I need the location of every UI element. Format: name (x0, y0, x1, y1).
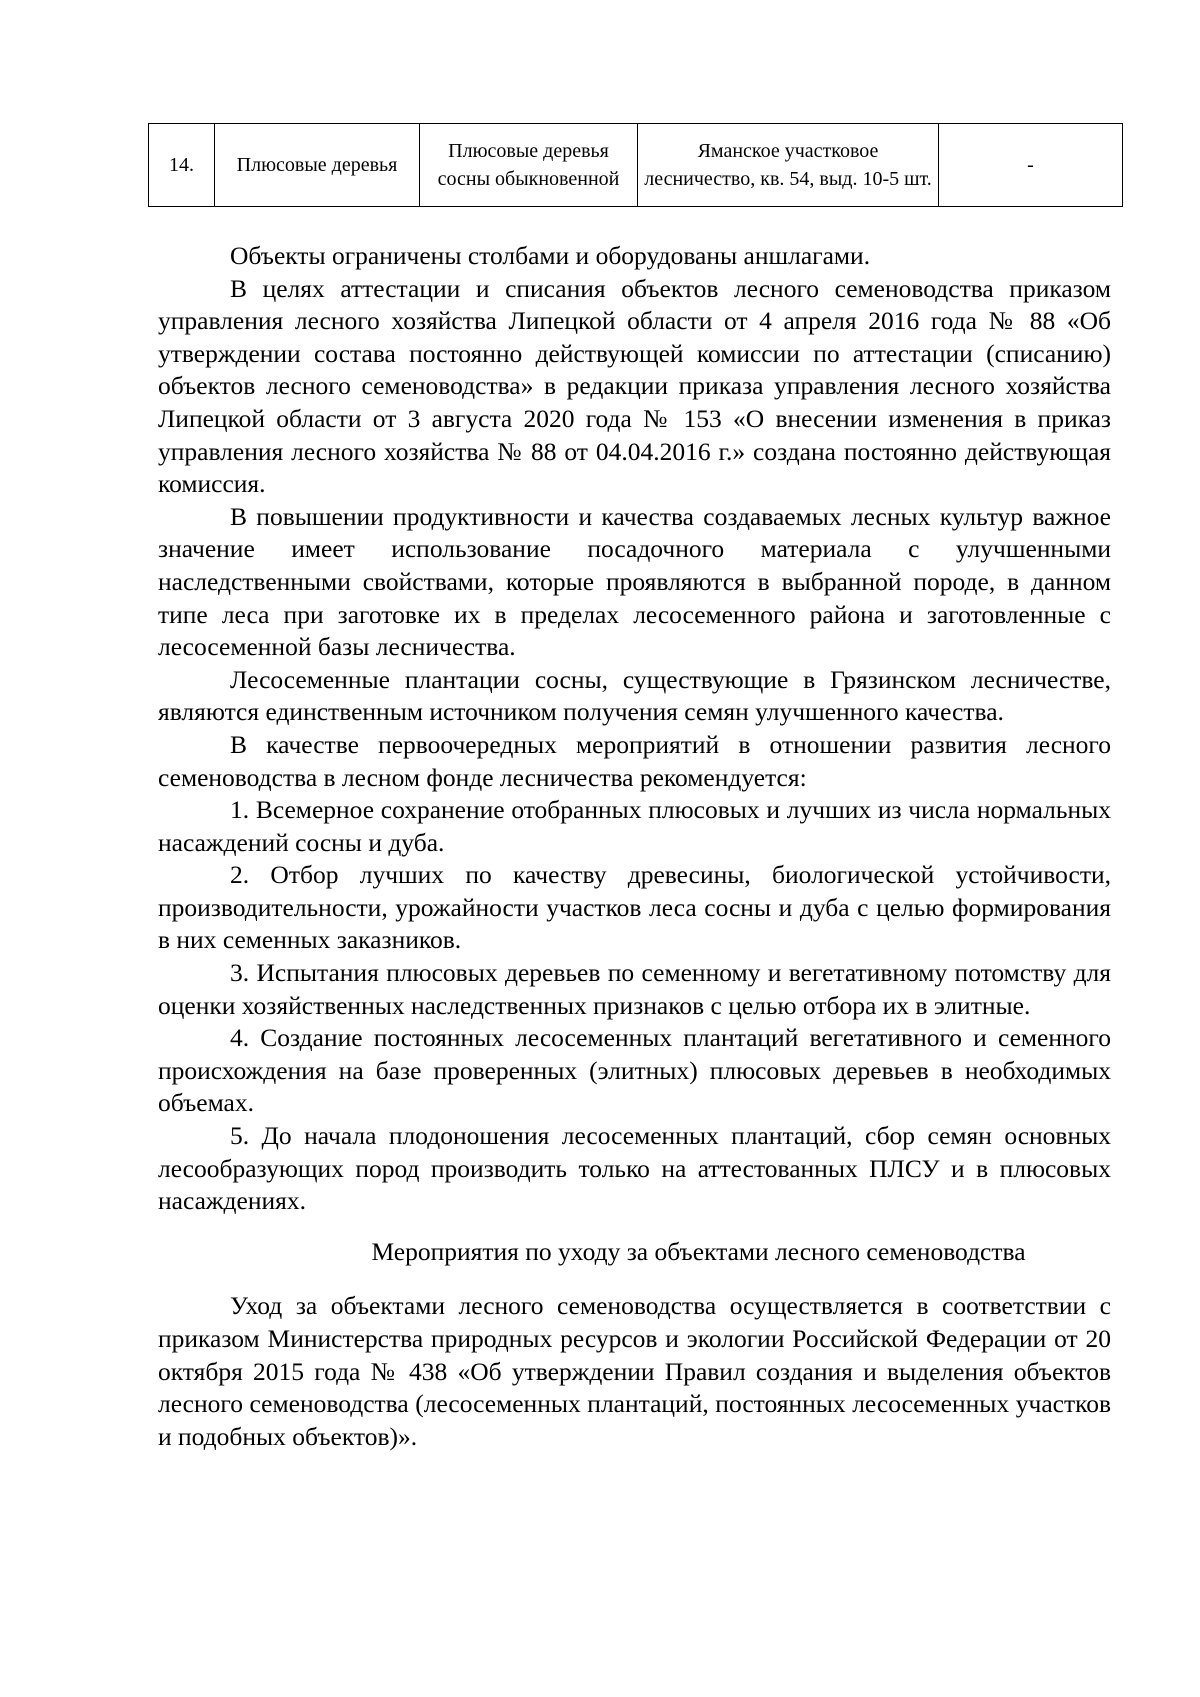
table-row (149, 124, 1123, 207)
location-cell: Яманское участковое лесничество, кв. 54, выд. 10-5 шт. (638, 124, 939, 207)
paragraph-care-rules: Уход за объектами лесного семеноводства осуществляется в соответствии с приказом Министерства природных ресурсов и экологии Российской Федерации от 20 октября 2015 года № 438 «Об утверждении Правил создания и выделения объектов лесного семеноводства (лесосеменных плантаций, постоянных лесосеменных участков и подобных объектов)». (158, 1291, 1111, 1451)
section-heading: Мероприятия по уходу за объектами лесного семеноводства (371, 1236, 1026, 1266)
list-item: 5. До начала плодоношения лесосеменных плантаций, сбор семян основных лесообразующих пород производить только на аттестованных ПЛСУ и в плюсовых насаждениях. (158, 1121, 1111, 1216)
paragraph-objects-marked: Объекты ограничены столбами и оборудованы аншлагами. (230, 241, 871, 270)
note-cell: - (939, 124, 1123, 207)
paragraph-productivity: В повышении продуктивности и качества создаваемых лесных культур важное значение имеет использование посадочного материала с улучшенными наследственными свойствами, которые проявляются в выбранной породе, в данном типе леса при заготовке их в пределах лесосеменного района и заготовленные с лесосеменной базы лесничества. (158, 501, 1111, 662)
seed-objects-table (148, 123, 1123, 207)
object-cell: Плюсовые деревья сосны обыкновенной (420, 124, 638, 207)
paragraph-attestation-commission: В целях аттестации и списания объектов лесного семеноводства приказом управления лесного хозяйства Липецкой области от 4 апреля 2016 года № 88 «Об утверждении состава постоянно действующей комиссии по аттестации (списанию) объектов лесного семеноводства» в редакции приказа управления лесного хозяйства Липецкой области от 3 августа 2020 года № 153 «О внесении изменения в приказ управления лесного хозяйства № 88 от 04.04.2016 г.» создана постоянно действующая комиссия. (158, 273, 1111, 499)
paragraph-seed-plantations: Лесосеменные плантации сосны, существующие в Грязинском лесничестве, являются единственным источником получения семян улучшенного качества. (158, 664, 1111, 727)
list-item: 1. Всемерное сохранение отобранных плюсовых и лучших из числа нормальных насаждений сосны и дуба. (158, 795, 1111, 857)
row-number-cell: 14. (149, 124, 215, 207)
category-cell: Плюсовые деревья (215, 124, 420, 207)
list-item: 4. Создание постоянных лесосеменных плантаций вегетативного и семенного происхождения на базе проверенных (элитных) плюсовых деревьев в необходимых объемах. (158, 1023, 1111, 1118)
document-body (158, 240, 1111, 1453)
paragraph-priority-measures: В качестве первоочередных мероприятий в отношении развития лесного семеноводства в лесном фонде лесничества рекомендуется: (158, 729, 1111, 792)
list-item: 2. Отбор лучших по качеству древесины, биологической устойчивости, производительности, урожайности участков леса сосны и дуба с целью формирования в них семенных заказников. (158, 860, 1111, 955)
list-item: 3. Испытания плюсовых деревьев по семенному и вегетативному потомству для оценки хозяйственных наследственных признаков с целью отбора их в элитные. (158, 958, 1111, 1020)
